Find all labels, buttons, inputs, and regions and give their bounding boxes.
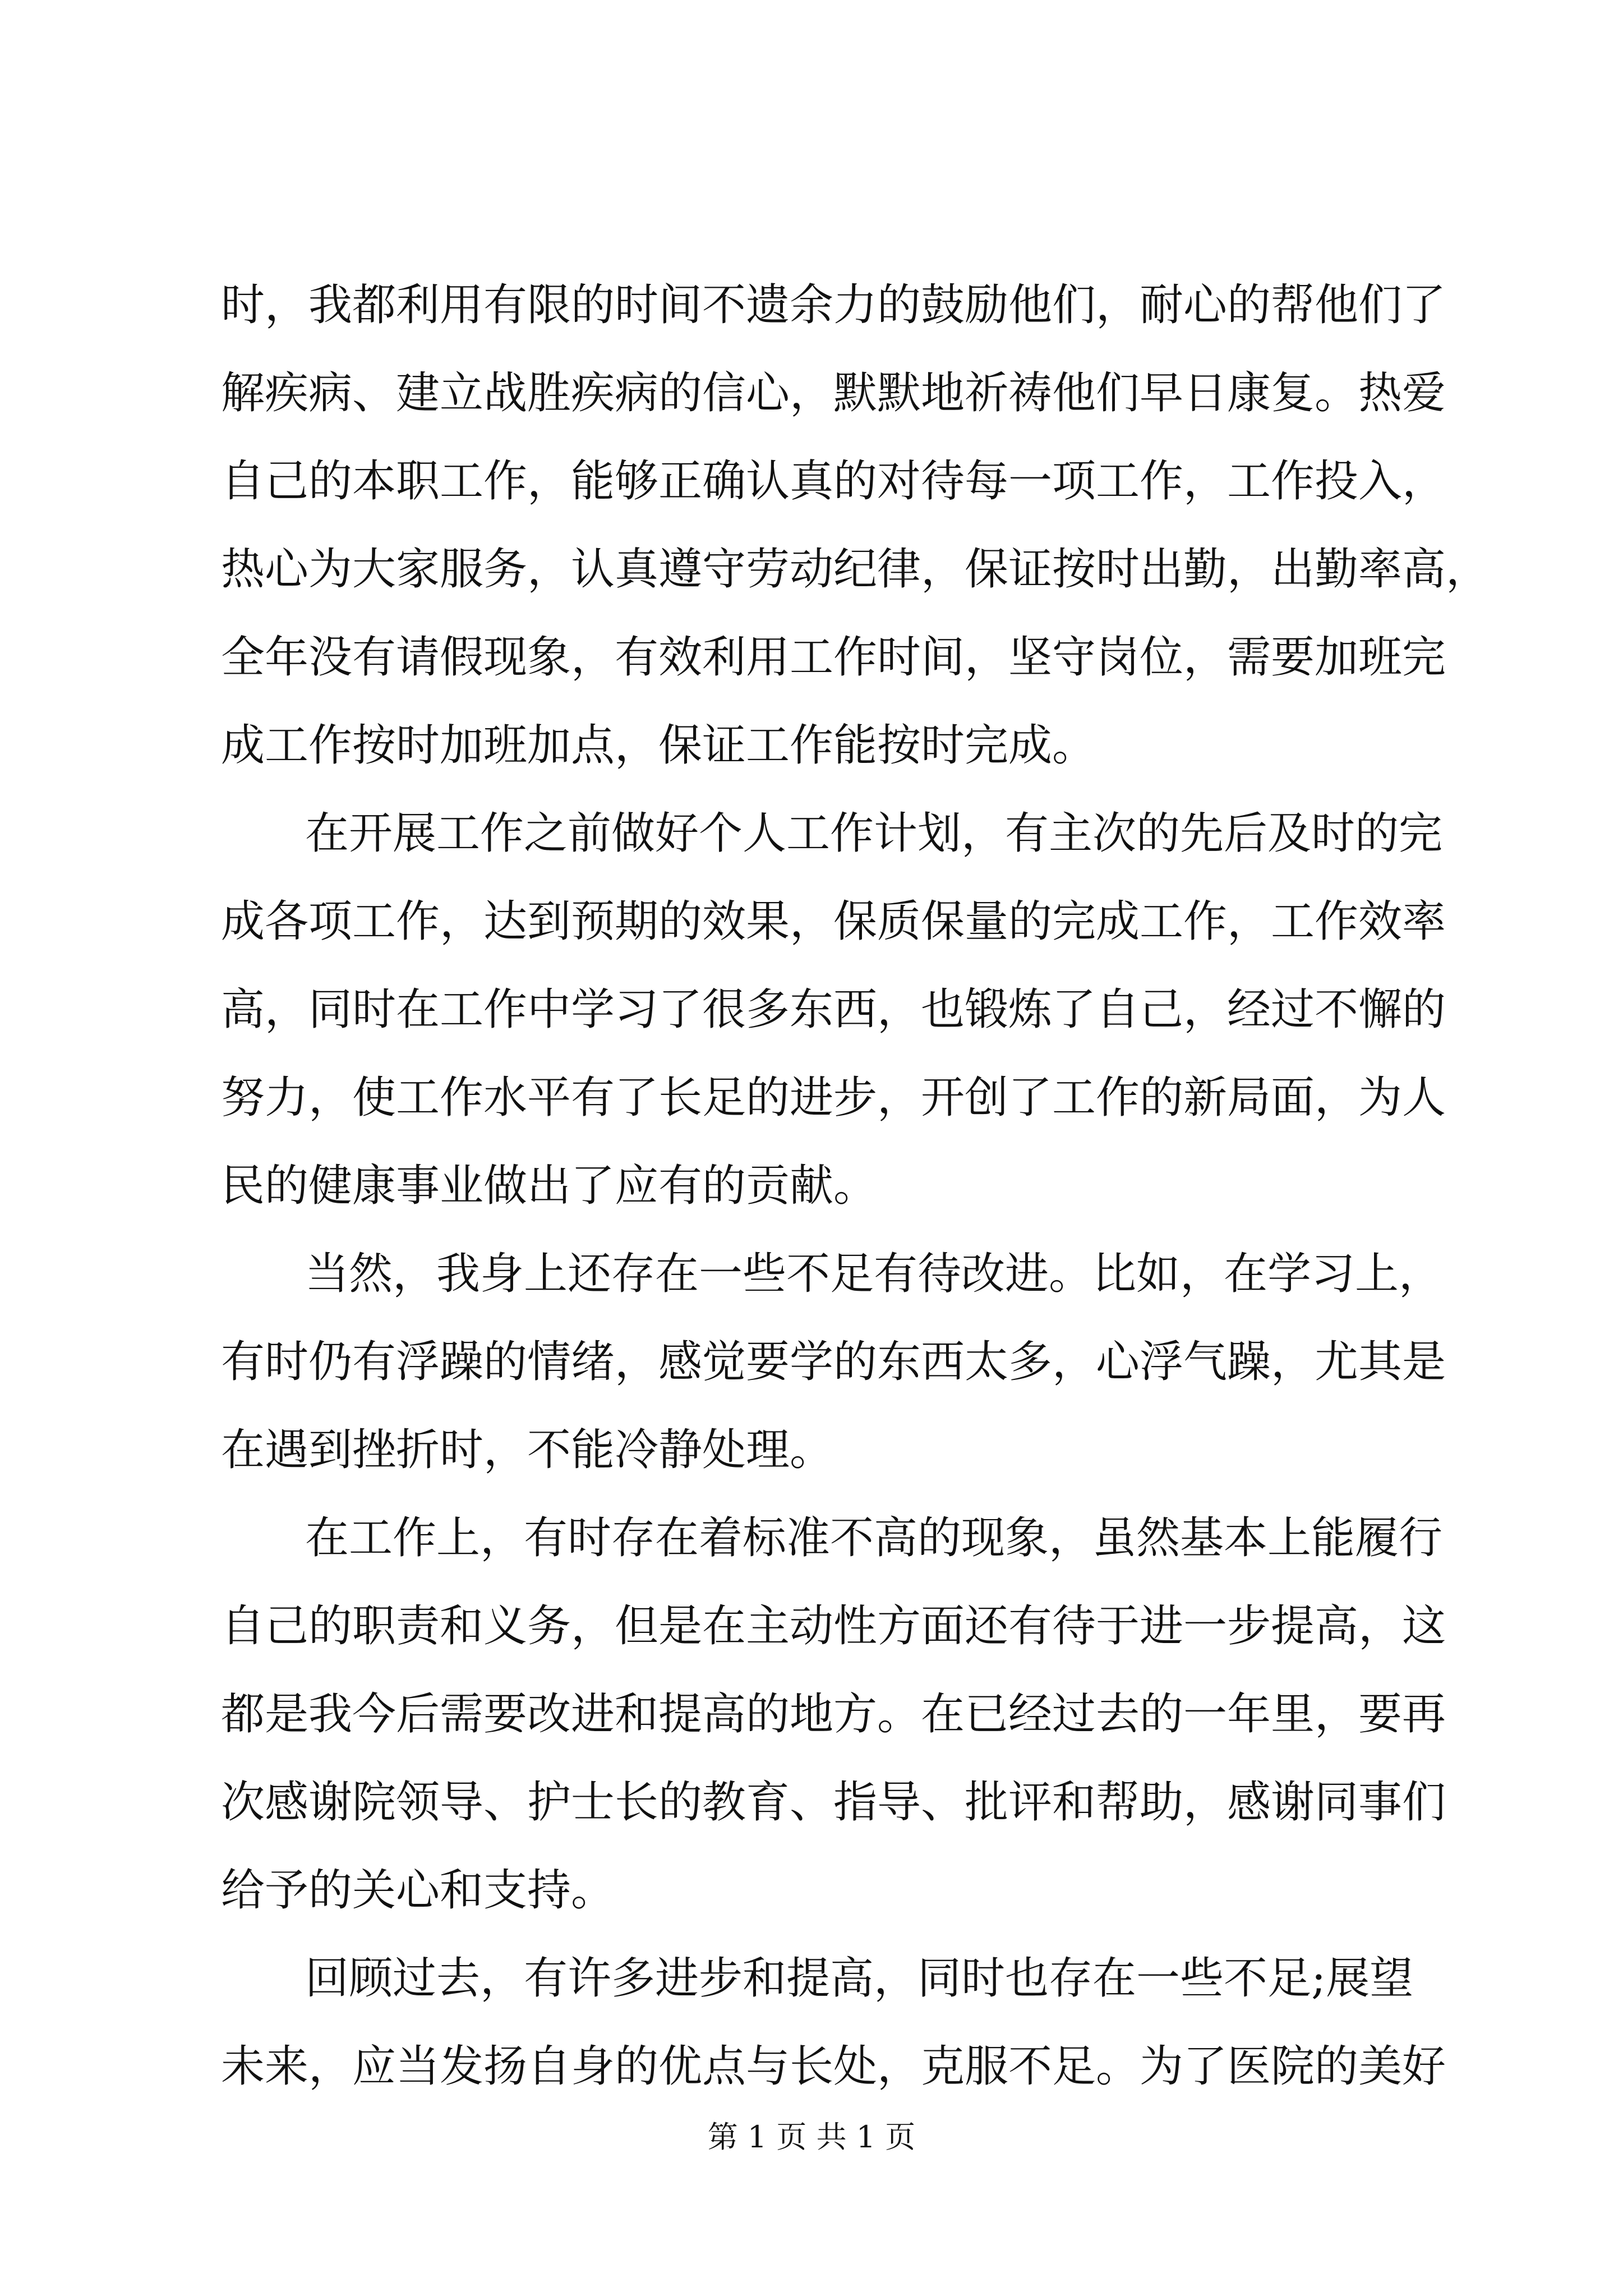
text-line: 自己的本职工作，能够正确认真的对待每一项工作，工作投入， (221, 456, 1446, 507)
text-line: 解疾病、建立战胜疾病的信心，默默地祈祷他们早日康复。热爱 (221, 368, 1446, 418)
text-line: 都是我今后需要改进和提高的地方。在已经过去的一年里，要再 (221, 1689, 1446, 1740)
text-line: 次感谢院领导、护士长的教育、指导、批评和帮助，感谢同事们 (221, 1777, 1446, 1828)
paragraph-first-line: 在开展工作之前做好个人工作计划，有主次的先后及时的完 (305, 808, 1443, 859)
text-line: 高，同时在工作中学习了很多东西，也锻炼了自己，经过不懈的 (221, 984, 1446, 1035)
text-line: 自己的职责和义务，但是在主动性方面还有待于进一步提高，这 (221, 1601, 1446, 1651)
paragraph-first-line: 当然，我身上还存在一些不足有待改进。比如，在学习上， (305, 1249, 1443, 1299)
text-line: 在遇到挫折时，不能冷静处理。 (221, 1425, 834, 1475)
text-line: 成各项工作，达到预期的效果，保质保量的完成工作，工作效率 (221, 896, 1446, 947)
text-line: 努力，使工作水平有了长足的进步，开创了工作的新局面，为人 (221, 1073, 1446, 1123)
document-body (221, 261, 1490, 2111)
text-line: 时，我都利用有限的时间不遗余力的鼓励他们，耐心的帮他们了 (221, 280, 1446, 330)
text-line: 成工作按时加班加点，保证工作能按时完成。 (221, 720, 1096, 771)
text-line: 有时仍有浮躁的情绪，感觉要学的东西太多，心浮气躁，尤其是 (221, 1337, 1446, 1387)
text-line: 热心为大家服务，认真遵守劳动纪律，保证按时出勤，出勤率高， (221, 544, 1490, 595)
text-line: 民的健康事业做出了应有的贡献。 (221, 1161, 878, 1211)
paragraph-first-line: 在工作上，有时存在着标准不高的现象，虽然基本上能履行 (305, 1513, 1443, 1563)
text-line: 未来，应当发扬自身的优点与长处，克服不足。为了医院的美好 (221, 2041, 1446, 2092)
paragraph-first-line: 回顾过去，有许多进步和提高，同时也存在一些不足;展望 (305, 1953, 1414, 2004)
page-number-footer: 第 1 页 共 1 页 (707, 2119, 916, 2155)
text-line: 给予的关心和支持。 (221, 1865, 615, 1916)
text-line: 全年没有请假现象，有效利用工作时间，坚守岗位，需要加班完 (221, 632, 1446, 683)
